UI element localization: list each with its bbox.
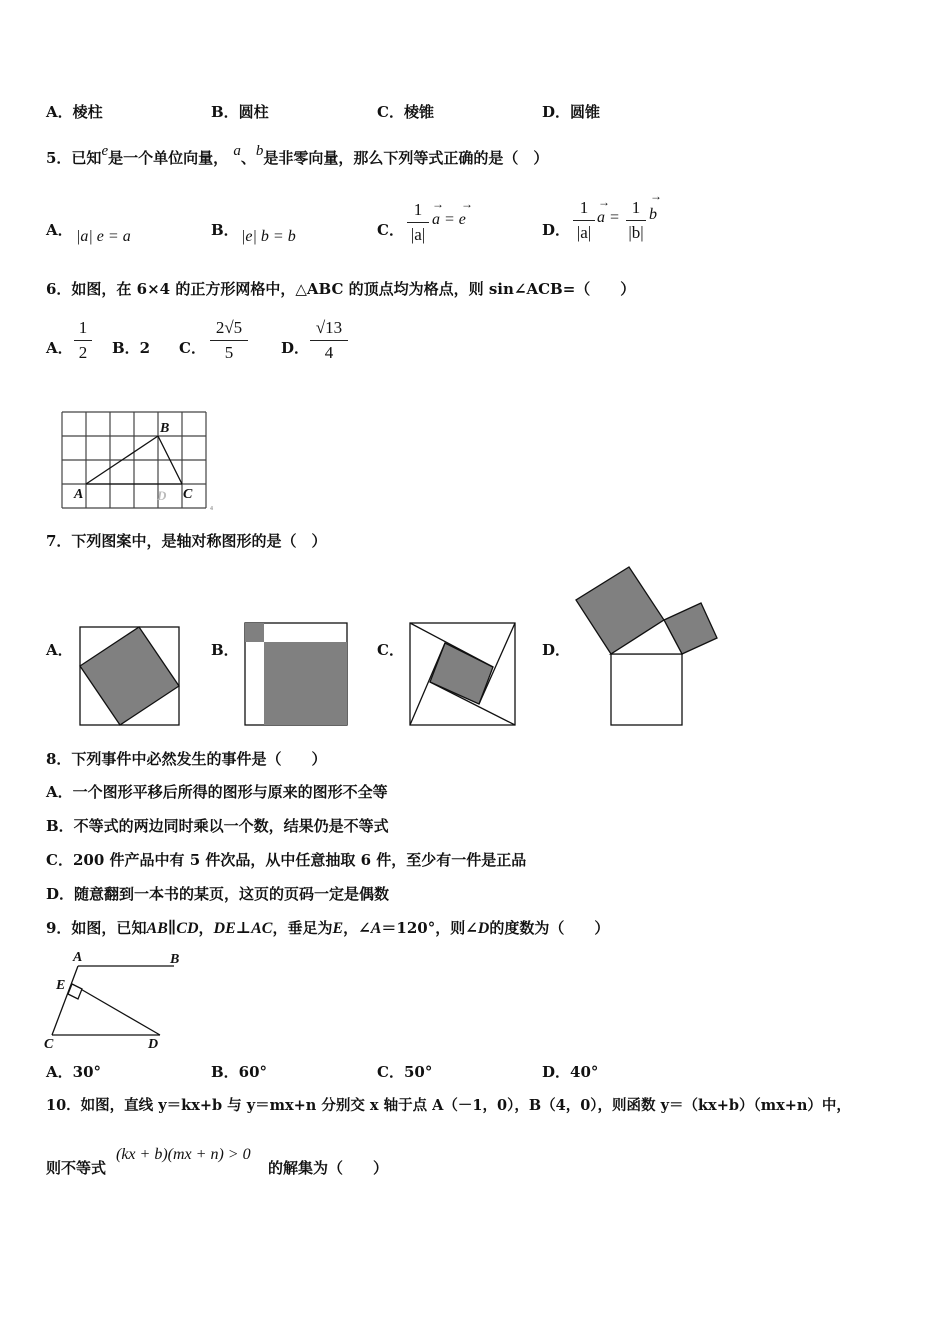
q9-label-d: D bbox=[148, 1037, 159, 1052]
q5-option-d-end: b bbox=[649, 206, 657, 223]
q6-a-den: 2 bbox=[78, 343, 88, 362]
q5-option-d-mid: a = bbox=[597, 209, 620, 226]
q7-stem: 7．下列图案中，是轴对称图形的是（ ） bbox=[46, 532, 327, 550]
q5-vector-a: a bbox=[233, 143, 241, 159]
q9-ab-parallel-cd: AB∥CD bbox=[146, 920, 199, 937]
q6-option-b: B．2 bbox=[112, 339, 151, 357]
q9-label-c: C bbox=[44, 1037, 54, 1052]
q9-point-e: E bbox=[332, 920, 344, 937]
q4-option-b: B．圆柱 bbox=[211, 103, 269, 121]
q6-mark: 4 bbox=[210, 506, 213, 512]
q8-option-b: B．不等式的两边同时乘以一个数，结果仍是不等式 bbox=[46, 817, 389, 835]
q5-option-a-expr: |a| e = a bbox=[76, 228, 131, 245]
q8-option-c: C．200 件产品中有 5 件次品，从中任意抽取 6 件，至少有一件是正品 bbox=[46, 851, 527, 869]
q5-option-d-fraction-2 bbox=[626, 198, 646, 243]
q8-option-a: A．一个图形平移后所得的图形与原来的图形不全等 bbox=[46, 783, 388, 801]
q7-figure-c bbox=[409, 622, 516, 726]
q5-option-d-fraction-1 bbox=[573, 198, 595, 243]
q6-label-d: D bbox=[157, 488, 167, 503]
q10-inequality: (kx + b)(mx + n) > 0 bbox=[116, 1146, 251, 1163]
q6-option-c-label: C． bbox=[179, 339, 206, 357]
q4-option-d: D．圆锥 bbox=[542, 103, 601, 121]
q9-figure bbox=[42, 946, 192, 1054]
q4-option-c: C．棱锥 bbox=[377, 103, 434, 121]
q5-vector-b: b bbox=[255, 143, 264, 159]
q5-d-num-2: 1 bbox=[631, 198, 641, 217]
q6-option-a-label: A． bbox=[46, 339, 73, 357]
q5-stem bbox=[46, 143, 549, 169]
q5-option-c-rest: a = e bbox=[432, 211, 466, 228]
q5-c-arrow-e: → bbox=[461, 197, 473, 211]
q6-d-num: √13 bbox=[315, 318, 343, 337]
q9-text-c: ，垂足为 bbox=[272, 919, 333, 937]
q7-figure-b bbox=[244, 622, 348, 726]
q8-stem: 8．下列事件中必然发生的事件是（ ） bbox=[46, 750, 327, 768]
q7-label-d: D． bbox=[542, 641, 571, 659]
q5-d-arrow-b: → bbox=[650, 189, 662, 203]
q5-number: 5．已知 bbox=[46, 149, 102, 167]
q9-angle-d: D bbox=[477, 920, 490, 937]
q10-line-1: 10．如图，直线 y＝kx+b 与 y＝mx+n 分别交 x 轴于点 A（－1，0），B（4，0），则函数 y＝（kx+b）（mx+n）中， bbox=[46, 1097, 851, 1114]
q6-stem: 6．如图，在 6×4 的正方形网格中，△ABC 的顶点均为格点，则 sin∠ACB=（ ） bbox=[46, 280, 636, 298]
q6-c-num: 2√5 bbox=[215, 318, 243, 337]
q10-post: 的解集为（ ） bbox=[268, 1159, 389, 1177]
q9-text-b: ， bbox=[198, 919, 214, 937]
q7-figure-d bbox=[574, 566, 720, 728]
q6-option-d-fraction bbox=[310, 318, 348, 363]
q5-text-1: 是一个单位向量， bbox=[108, 149, 229, 167]
q8-option-d: D．随意翻到一本书的某页，这页的页码一定是偶数 bbox=[46, 885, 390, 903]
q4-option-a: A．棱柱 bbox=[46, 103, 103, 121]
q5-option-b-expr: |e| b = b bbox=[241, 228, 296, 245]
q5-d-den-1: |a| bbox=[576, 223, 592, 242]
q7-label-a: A． bbox=[46, 641, 73, 659]
q6-option-d-label: D． bbox=[281, 339, 310, 357]
q9-option-c: C．50° bbox=[377, 1063, 433, 1081]
q9-option-a: A．30° bbox=[46, 1063, 102, 1081]
q6-c-den: 5 bbox=[224, 343, 234, 362]
q9-label-b: B bbox=[170, 952, 180, 967]
q9-text-f: 的度数为（ ） bbox=[489, 919, 610, 937]
q5-option-a-label: A． bbox=[46, 221, 73, 239]
q5-option-b-label: B． bbox=[211, 221, 239, 239]
q7-label-b: B． bbox=[211, 641, 239, 659]
q5-d-arrow-a: → bbox=[598, 195, 610, 209]
q5-option-d-label: D． bbox=[542, 221, 571, 239]
q9-label-a: A bbox=[73, 950, 83, 965]
q9-option-b: B．60° bbox=[211, 1063, 268, 1081]
q6-d-den: 4 bbox=[324, 343, 334, 362]
q6-label-c: C bbox=[183, 487, 193, 502]
q6-label-b: B bbox=[160, 421, 170, 436]
q5-c-arrow-a: → bbox=[432, 197, 444, 211]
q6-grid-figure bbox=[60, 410, 220, 512]
q5-c-den: |a| bbox=[410, 225, 426, 244]
q5-vector-e: e bbox=[101, 143, 109, 159]
q10-pre: 则不等式 bbox=[46, 1159, 107, 1177]
q5-d-den-2: |b| bbox=[628, 223, 644, 242]
q9-option-d: D．40° bbox=[542, 1063, 599, 1081]
q6-label-a: A bbox=[74, 487, 84, 502]
q9-text-a: 9．如图，已知 bbox=[46, 919, 147, 937]
q9-stem bbox=[46, 918, 609, 939]
q9-text-d: ，∠ bbox=[343, 919, 371, 937]
q5-c-num: 1 bbox=[413, 200, 423, 219]
q9-angle-a: A bbox=[370, 920, 382, 937]
q9-text-e: ＝120°，则∠ bbox=[381, 919, 478, 937]
q6-option-a-fraction bbox=[74, 318, 92, 363]
q6-a-num: 1 bbox=[78, 318, 88, 337]
q7-figure-a bbox=[79, 626, 180, 726]
q6-option-c-fraction bbox=[210, 318, 248, 363]
q5-option-c-label: C． bbox=[377, 221, 404, 239]
q9-label-e: E bbox=[56, 978, 66, 993]
q5-text-2: 是非零向量，那么下列等式正确的是（ ） bbox=[263, 149, 549, 167]
q5-d-num-1: 1 bbox=[579, 198, 589, 217]
q5-separator: 、 bbox=[240, 149, 256, 167]
q7-label-c: C． bbox=[377, 641, 404, 659]
q9-de-perp-ac: DE⊥AC bbox=[213, 920, 273, 937]
q5-option-c-fraction bbox=[407, 200, 429, 245]
